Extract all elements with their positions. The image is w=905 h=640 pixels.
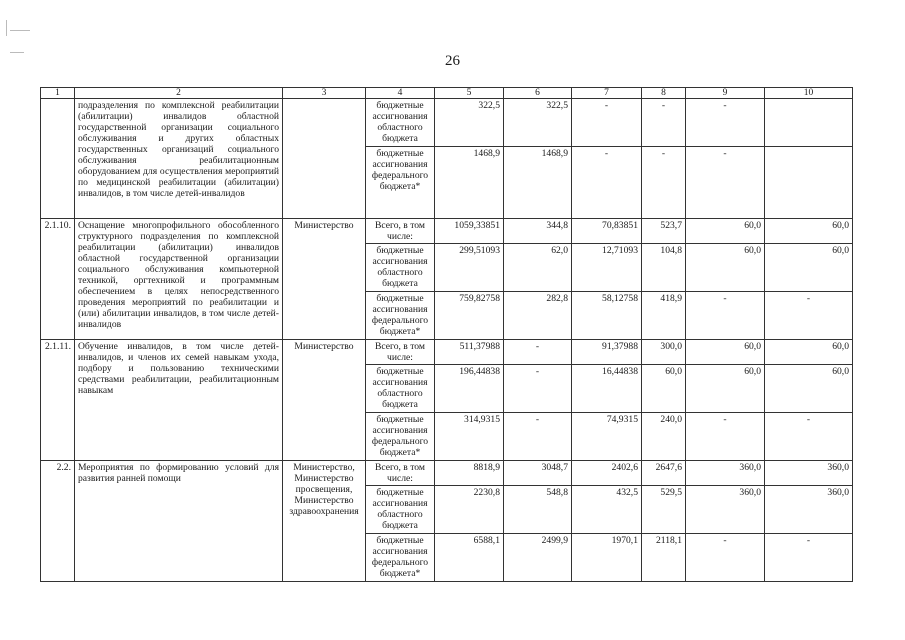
value-cell: - [686, 292, 765, 340]
column-header: 5 [435, 88, 504, 99]
row-description: Мероприятия по формированию условий для развития ранней помощи [75, 461, 283, 582]
value-cell: 104,8 [642, 244, 686, 292]
value-cell: 529,5 [642, 486, 686, 534]
row-description: Обучение инвалидов, в том числе детей-инвалидов, и членов их семей навыкам ухода, подбору и пользованию техническими средствами реабилитации, реабилитационным навыкам [75, 340, 283, 461]
value-cell: - [765, 413, 853, 461]
value-cell: 60,0 [765, 340, 853, 365]
table-row [41, 461, 853, 486]
value-cell: 91,37988 [572, 340, 642, 365]
scan-artifact-line [10, 52, 24, 53]
funding-source: бюджетные ассигнования областного бюджета [366, 365, 435, 413]
value-cell: 60,0 [765, 365, 853, 413]
value-cell: 1468,9 [504, 147, 572, 219]
value-cell: - [686, 99, 765, 147]
value-cell: - [686, 413, 765, 461]
column-header: 8 [642, 88, 686, 99]
value-cell: - [504, 340, 572, 365]
value-cell: - [572, 147, 642, 219]
scan-artifact-line [6, 20, 7, 36]
row-code: 2.2. [41, 461, 75, 582]
row-code: 2.1.10. [41, 219, 75, 340]
funding-source: бюджетные ассигнования федерального бюджета* [366, 534, 435, 582]
table-row [41, 219, 853, 244]
value-cell: 60,0 [642, 365, 686, 413]
value-cell: 322,5 [435, 99, 504, 147]
row-code: 2.1.11. [41, 340, 75, 461]
value-cell: - [642, 99, 686, 147]
value-cell: 360,0 [686, 461, 765, 486]
value-cell: 2499,9 [504, 534, 572, 582]
row-executor: Министерство, Министерство просвещения, Министерство здравоохранения [283, 461, 366, 582]
value-cell: 1970,1 [572, 534, 642, 582]
table-row [41, 340, 853, 365]
budget-table [40, 87, 853, 582]
value-cell: 60,0 [686, 365, 765, 413]
funding-source: бюджетные ассигнования федерального бюджета* [366, 292, 435, 340]
value-cell: 1059,33851 [435, 219, 504, 244]
column-header: 10 [765, 88, 853, 99]
value-cell: 418,9 [642, 292, 686, 340]
value-cell: 548,8 [504, 486, 572, 534]
value-cell: 8818,9 [435, 461, 504, 486]
value-cell: 58,12758 [572, 292, 642, 340]
column-header: 6 [504, 88, 572, 99]
funding-source: бюджетные ассигнования федерального бюджета* [366, 413, 435, 461]
value-cell: 74,9315 [572, 413, 642, 461]
funding-source: бюджетные ассигнования областного бюджета [366, 244, 435, 292]
value-cell: - [686, 534, 765, 582]
value-cell: 70,83851 [572, 219, 642, 244]
value-cell: 523,7 [642, 219, 686, 244]
value-cell: 1468,9 [435, 147, 504, 219]
value-cell: 2647,6 [642, 461, 686, 486]
value-cell: 282,8 [504, 292, 572, 340]
value-cell: 62,0 [504, 244, 572, 292]
value-cell [765, 147, 853, 219]
row-executor: Министерство [283, 219, 366, 340]
row-description: подразделения по комплексной реабилитации (абилитации) инвалидов областной государственной организации социального обслуживания и других областных государственных организаций социального обслуживания реабилитационным оборудованием для осуществления мероприятий по медицинской реабилитации (абилитации) инвалидов, в том числе детей-инвалидов [75, 99, 283, 219]
value-cell: 196,44838 [435, 365, 504, 413]
value-cell: 60,0 [686, 340, 765, 365]
column-header: 7 [572, 88, 642, 99]
value-cell: 299,51093 [435, 244, 504, 292]
column-header: 2 [75, 88, 283, 99]
value-cell: - [642, 147, 686, 219]
funding-source: бюджетные ассигнования областного бюджета [366, 99, 435, 147]
value-cell: 759,82758 [435, 292, 504, 340]
column-header: 1 [41, 88, 75, 99]
funding-source: бюджетные ассигнования федерального бюджета* [366, 147, 435, 219]
column-header: 4 [366, 88, 435, 99]
funding-source: бюджетные ассигнования областного бюджета [366, 486, 435, 534]
value-cell: - [765, 534, 853, 582]
value-cell: 60,0 [686, 219, 765, 244]
funding-source: Всего, в том числе: [366, 340, 435, 365]
column-header-row [41, 88, 853, 99]
value-cell: 344,8 [504, 219, 572, 244]
value-cell: - [504, 365, 572, 413]
value-cell: 60,0 [765, 244, 853, 292]
value-cell: - [572, 99, 642, 147]
value-cell: 360,0 [765, 461, 853, 486]
value-cell: 6588,1 [435, 534, 504, 582]
value-cell: 60,0 [765, 219, 853, 244]
funding-source: Всего, в том числе: [366, 219, 435, 244]
value-cell: 2402,6 [572, 461, 642, 486]
value-cell: 16,44838 [572, 365, 642, 413]
value-cell: 360,0 [686, 486, 765, 534]
value-cell: - [504, 413, 572, 461]
value-cell: 2118,1 [642, 534, 686, 582]
column-header: 3 [283, 88, 366, 99]
value-cell: 60,0 [686, 244, 765, 292]
funding-source: Всего, в том числе: [366, 461, 435, 486]
value-cell: 360,0 [765, 486, 853, 534]
scan-artifact-line [10, 30, 30, 31]
value-cell: 314,9315 [435, 413, 504, 461]
value-cell: 12,71093 [572, 244, 642, 292]
row-executor [283, 99, 366, 219]
row-code [41, 99, 75, 219]
value-cell: 322,5 [504, 99, 572, 147]
value-cell: 300,0 [642, 340, 686, 365]
value-cell: 2230,8 [435, 486, 504, 534]
value-cell: 432,5 [572, 486, 642, 534]
value-cell: 240,0 [642, 413, 686, 461]
value-cell: - [765, 292, 853, 340]
column-header: 9 [686, 88, 765, 99]
page-number: 26 [445, 53, 460, 69]
row-executor: Министерство [283, 340, 366, 461]
value-cell: 3048,7 [504, 461, 572, 486]
value-cell [765, 99, 853, 147]
value-cell: - [686, 147, 765, 219]
value-cell: 511,37988 [435, 340, 504, 365]
table-row [41, 99, 853, 147]
row-description: Оснащение многопрофильного обособленного структурного подразделения по комплексной реабилитации (абилитации) инвалидов областной государственной организации социального обслуживания компьютерной техникой, оргтехникой и программным обеспечением в целях непосредственного проведения мероприятий по реабилитации и (или) абилитации инвалидов, в том числе детей-инвалидов [75, 219, 283, 340]
